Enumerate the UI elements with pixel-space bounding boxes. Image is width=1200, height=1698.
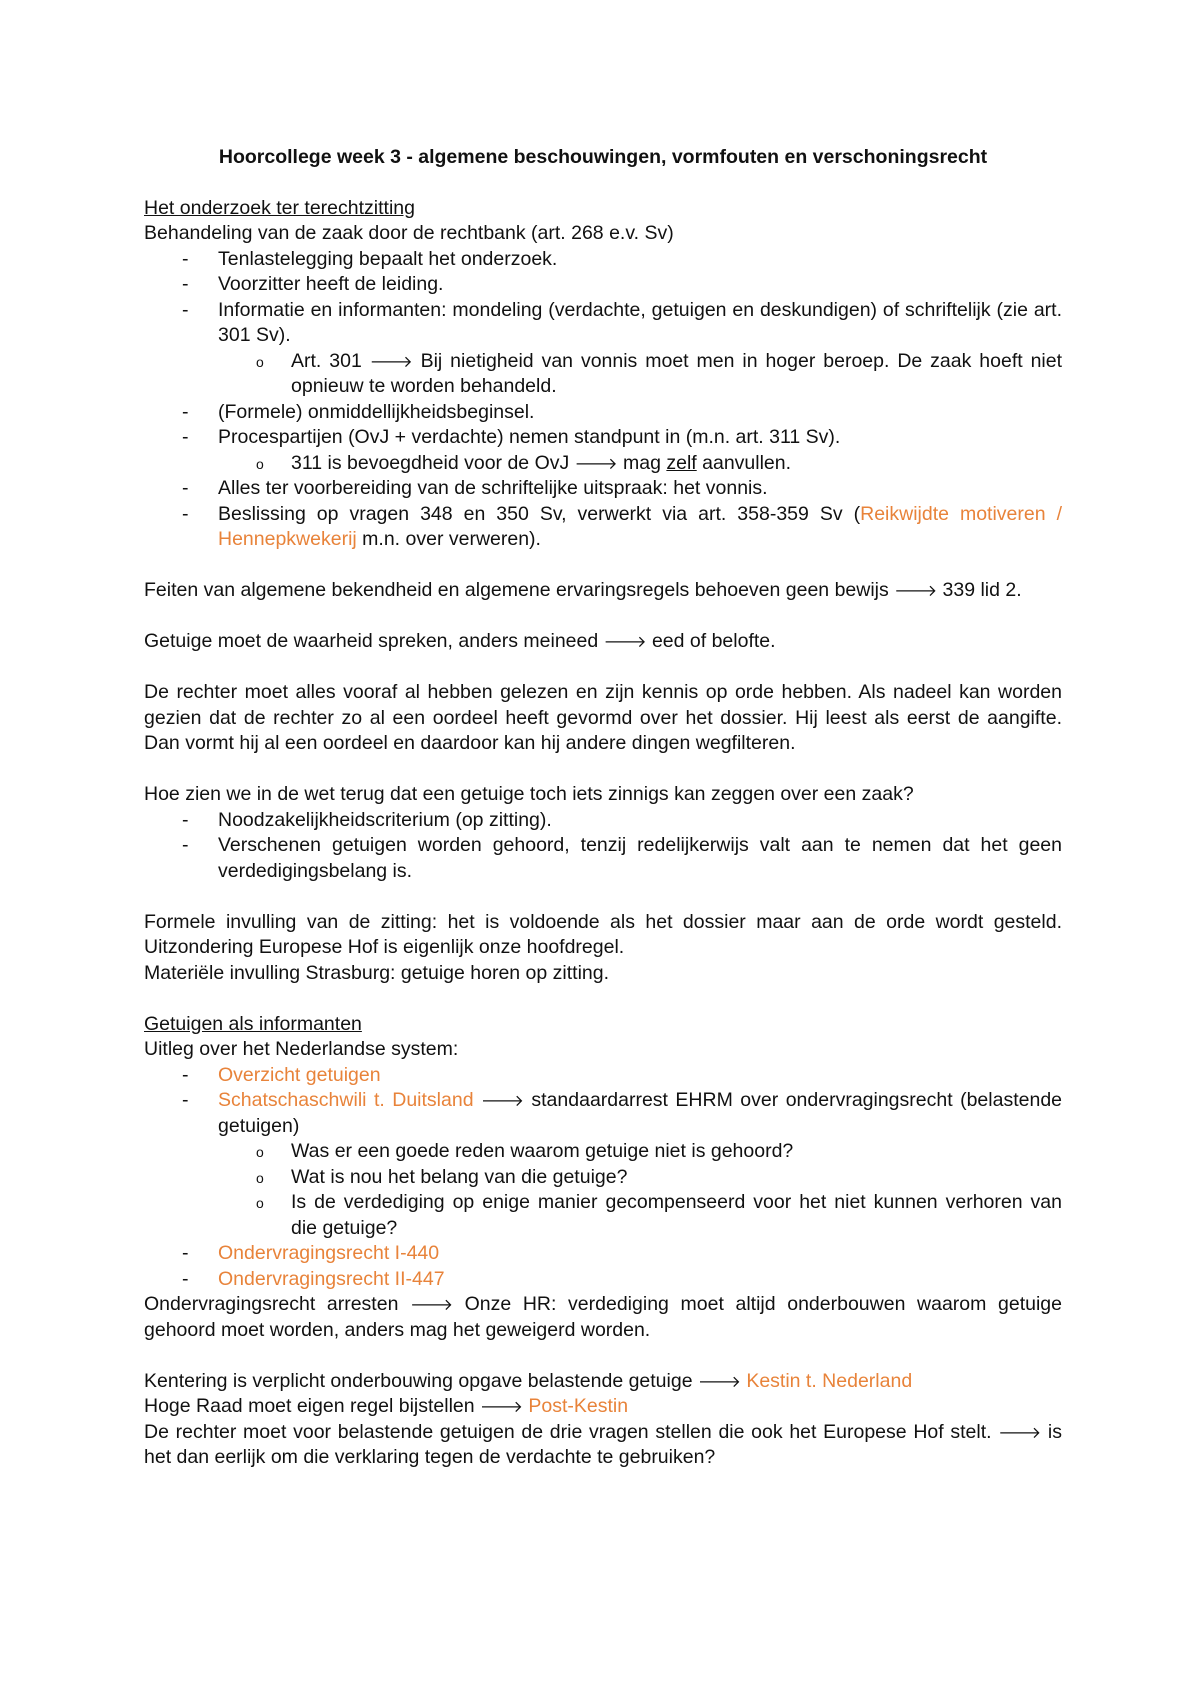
dash-bullet: -: [182, 273, 189, 295]
paragraph-materiele: Materiële invulling Strasburg: getuige horen op zitting.: [144, 961, 610, 984]
list-item: - Alles ter voorbereiding van de schriftelijke uitspraak: het vonnis.: [144, 476, 1062, 502]
dash-bullet: -: [182, 400, 189, 423]
sub-list-item: o Wat is nou het belang van die getuige?: [144, 1165, 1062, 1191]
list-item: - Schatschaschwili t. Duitsland 🡒 standaardarrest EHRM over ondervragingsrecht (belastende getuigen): [182, 1089, 1063, 1137]
list-item: - Noodzakelijkheidscriterium (op zitting).: [144, 808, 1062, 834]
arrow-icon: 🡒: [574, 453, 618, 473]
arrow-icon: 🡒: [894, 581, 938, 600]
document-title: Hoorcollege week 3 - algemene beschouwingen, vormfouten en verschoningsrecht: [218, 146, 988, 168]
section-heading-onderzoek: Het onderzoek ter terechtzitting: [144, 196, 415, 219]
dash-bullet: -: [182, 247, 189, 270]
link-kestin[interactable]: Kestin t. Nederland: [746, 1369, 913, 1392]
arrow-icon: 🡒: [410, 1295, 453, 1314]
sub-list-item: o Was er een goede reden waarom getuige niet is gehoord?: [144, 1139, 1062, 1165]
paragraph-hoe: Hoe zien we in de wet terug dat een getuige toch iets zinnigs kan zeggen over een zaak?: [144, 783, 914, 805]
circle-bullet: o: [256, 1195, 264, 1211]
section-heading-getuigen: Getuigen als informanten: [144, 1012, 362, 1035]
circle-bullet: o: [256, 353, 264, 370]
list-item: - Voorzitter heeft de leiding.: [144, 272, 1062, 298]
list-item: [144, 1241, 1062, 1267]
paragraph-arresten: Ondervragingsrecht arresten 🡒 Onze HR: verdediging moet altijd onderbouwen waarom getuige gehoord moet worden, anders mag het geweigerd worden.: [144, 1293, 1062, 1341]
list-item: [144, 1063, 1062, 1089]
arrow-icon: 🡒: [480, 1397, 523, 1416]
document-page: [144, 140, 1062, 1471]
arrow-icon: 🡒: [998, 1422, 1042, 1442]
link-ondervragingsrecht-2[interactable]: Ondervragingsrecht II-447: [218, 1267, 445, 1290]
circle-bullet: o: [256, 1144, 264, 1160]
circle-bullet: o: [256, 1169, 264, 1186]
dash-bullet: -: [182, 502, 189, 525]
list-item: - (Formele) onmiddellijkheidsbeginsel.: [144, 400, 1062, 426]
link-reikwijdte-motiveren[interactable]: Reikwijdte motiveren / Hennepkwekerij: [218, 502, 1062, 550]
section-intro-getuigen: Uitleg over het Nederlandse system:: [144, 1038, 459, 1060]
list-item: - Beslissing op vragen 348 en 350 Sv, verwerkt via art. 358-359 Sv (Reikwijdte motiveren / Hennepkwekerij m.n. over verweren).: [182, 502, 1062, 550]
dash-bullet: -: [182, 1089, 189, 1111]
link-ondervragingsrecht-1[interactable]: Ondervragingsrecht I-440: [218, 1242, 440, 1264]
link-overzicht-getuigen[interactable]: Overzicht getuigen: [218, 1063, 381, 1086]
list-item: - Informatie en informanten: mondeling (verdachte, getuigen en deskundigen) of schriftelijk (zie art. 301 Sv).: [182, 298, 1062, 346]
list-item: - Tenlastelegging bepaalt het onderzoek.: [144, 247, 1062, 273]
arrow-icon: 🡒: [697, 1371, 741, 1391]
paragraph-rechter: De rechter moet alles vooraf al hebben gelezen en zijn kennis op orde hebben. Als nadeel kan worden gezien dat de rechter zo al een oordeel heeft gevormd over het dossier. Hij leest als eerst de aangifte. Dan vormt hij al een oordeel en daardoor kan hij andere dingen wegfilteren.: [144, 681, 1062, 754]
onderzoek-list: [144, 247, 1062, 553]
hoe-list: [144, 808, 1062, 885]
paragraph-getuige: Getuige moet de waarheid spreken, anders meineed 🡒 eed of belofte.: [144, 630, 776, 652]
list-item: - Procespartijen (OvJ + verdachte) nemen standpunt in (m.n. art. 311 Sv).: [144, 425, 1062, 451]
paragraph-final: De rechter moet voor belastende getuigen de drie vragen stellen die ook het Europese Hof stelt. 🡒 is het dan eerlijk om die verklaring tegen de verdachte te gebruiken?: [144, 1420, 1063, 1468]
dash-bullet: -: [182, 426, 189, 448]
list-item: - Verschenen getuigen worden gehoord, tenzij redelijkerwijs valt aan te nemen dat het geen verdedigingsbelang is.: [182, 834, 1062, 882]
section-intro-onderzoek: Behandeling van de zaak door de rechtbank (art. 268 e.v. Sv): [144, 222, 674, 244]
link-post-kestin[interactable]: Post-Kestin: [528, 1395, 629, 1417]
sub-list-item: o Is de verdediging op enige manier gecompenseerd voor het niet kunnen verhoren van die getuige?: [256, 1191, 1062, 1239]
arrow-icon: 🡒: [603, 632, 647, 651]
paragraph-hoge-raad: Hoge Raad moet eigen regel bijstellen 🡒 Post-Kestin: [144, 1395, 629, 1417]
arrow-icon: 🡒: [369, 351, 413, 371]
dash-bullet: -: [182, 1267, 189, 1290]
dash-bullet: -: [182, 1063, 189, 1086]
dash-bullet: -: [182, 808, 189, 831]
dash-bullet: -: [182, 834, 189, 856]
dash-bullet: -: [182, 1242, 189, 1264]
paragraph-feiten: Feiten van algemene bekendheid en algemene ervaringsregels behoeven geen bewijs 🡒 339 lid 2.: [144, 579, 1022, 601]
arrow-icon: 🡒: [481, 1091, 524, 1110]
paragraph-formele: Formele invulling van de zitting: het is voldoende als het dossier maar aan de orde wordt gesteld. Uitzondering Europese Hof is eigenlijk onze hoofdregel.: [144, 910, 1062, 958]
underlined-word: zelf: [666, 451, 697, 474]
sub-list-item: o 311 is bevoegdheid voor de OvJ 🡒 mag zelf aanvullen.: [144, 451, 1062, 477]
getuigen-list: [144, 1063, 1062, 1293]
dash-bullet: -: [182, 298, 189, 321]
circle-bullet: o: [256, 455, 264, 472]
dash-bullet: -: [182, 477, 189, 499]
paragraph-kentering: Kentering is verplicht onderbouwing opgave belastende getuige 🡒 Kestin t. Nederland: [144, 1369, 913, 1392]
list-item: [144, 1267, 1062, 1293]
link-schatschaschwili[interactable]: Schatschaschwili t. Duitsland: [218, 1089, 474, 1111]
sub-list-item: o Art. 301 🡒 Bij nietigheid van vonnis moet men in hoger beroep. De zaak hoeft niet opnieuw te worden behandeld.: [256, 349, 1063, 397]
